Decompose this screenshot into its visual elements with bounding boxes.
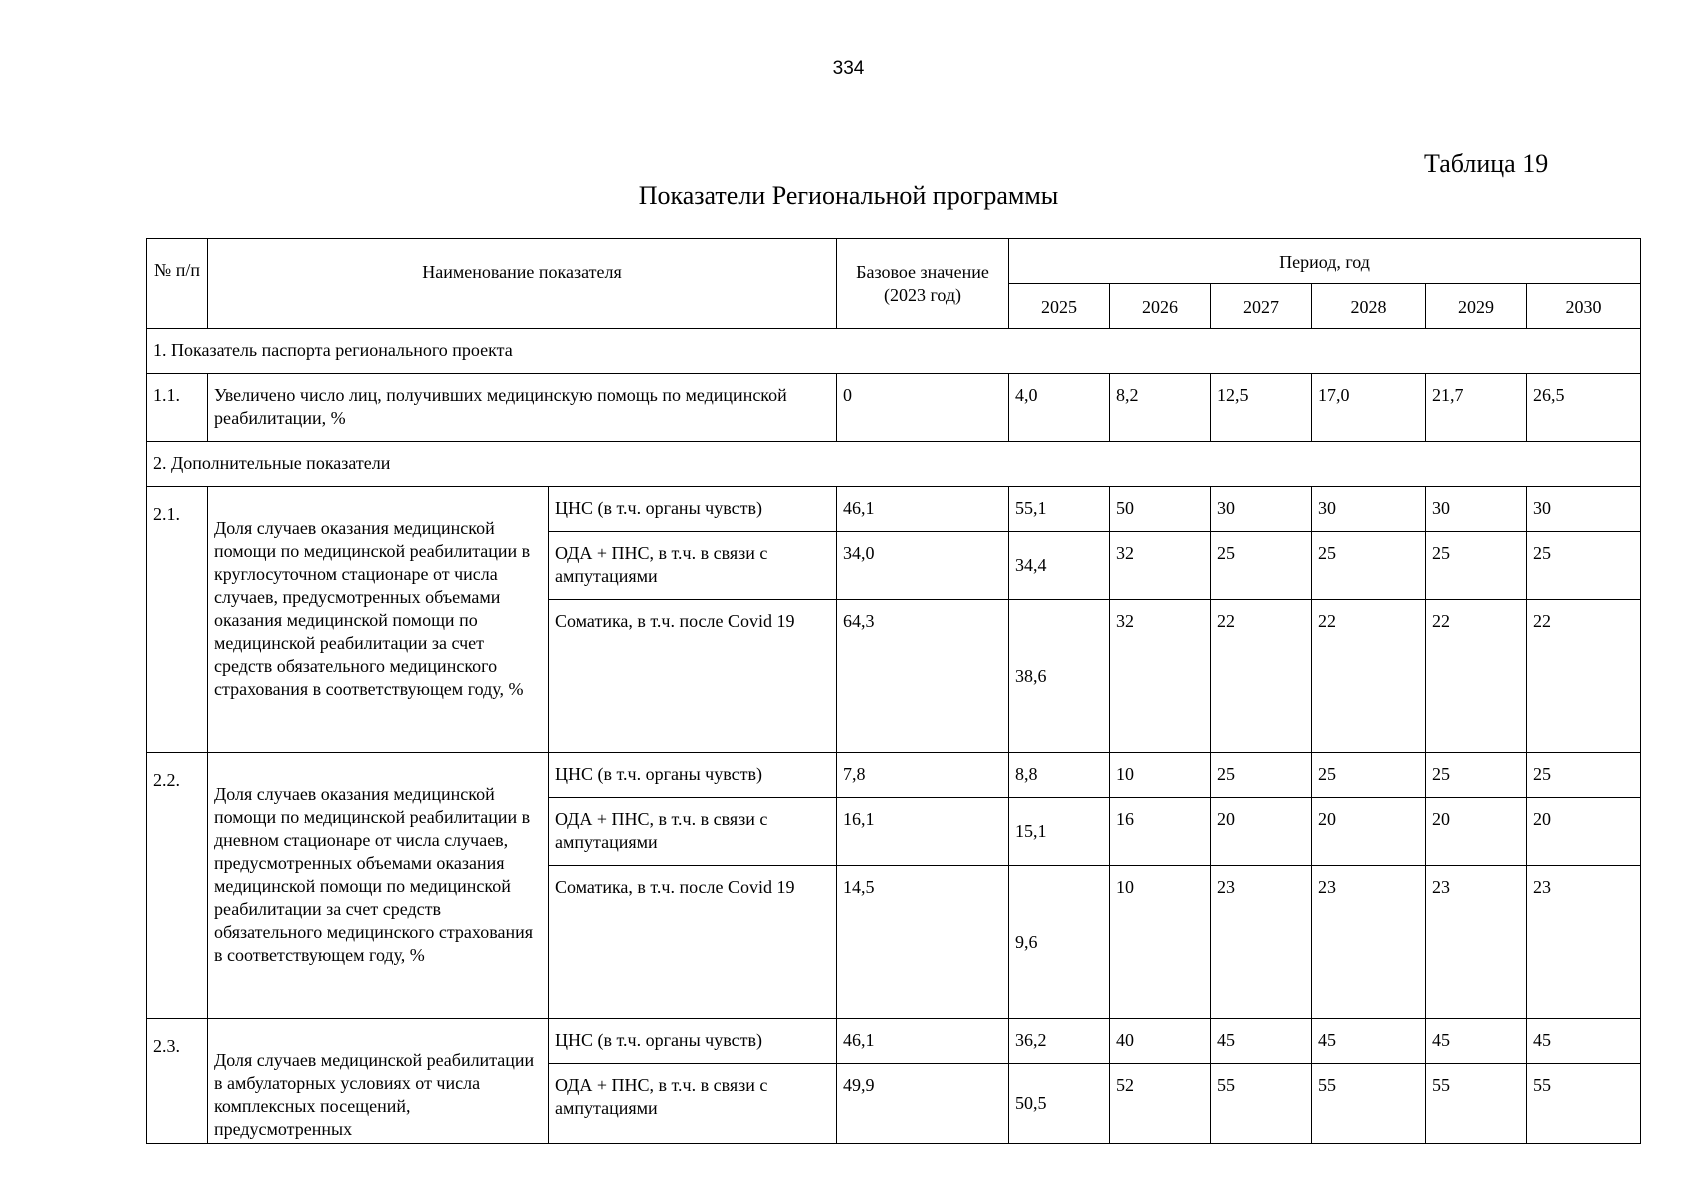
year-value: 50,5 (1009, 1064, 1110, 1144)
year-value: 4,0 (1009, 374, 1110, 442)
header-year: 2029 (1426, 284, 1527, 329)
year-value: 22 (1312, 600, 1426, 753)
base-value: 64,3 (837, 600, 1009, 753)
year-value: 25 (1211, 532, 1312, 600)
header-row (147, 239, 1641, 284)
year-value: 21,7 (1426, 374, 1527, 442)
year-value: 25 (1527, 532, 1641, 600)
year-value: 23 (1426, 866, 1527, 1019)
table-body (147, 239, 1641, 1144)
year-value: 23 (1211, 866, 1312, 1019)
sub-indicator: ЦНС (в т.ч. органы чувств) (549, 753, 837, 798)
indicators-table (146, 238, 1641, 1144)
base-value: 14,5 (837, 866, 1009, 1019)
table-row (147, 374, 1641, 442)
indicator-name: Увеличено число лиц, получивших медицинскую помощь по медицинской реабилитации, % (208, 374, 837, 442)
year-value: 25 (1426, 532, 1527, 600)
year-value: 55 (1312, 1064, 1426, 1144)
year-value: 55 (1527, 1064, 1641, 1144)
year-value: 22 (1426, 600, 1527, 753)
header-year: 2028 (1312, 284, 1426, 329)
sub-indicator: ОДА + ПНС, в т.ч. в связи с ампутациями (549, 1064, 837, 1144)
year-value: 52 (1110, 1064, 1211, 1144)
year-value: 25 (1312, 532, 1426, 600)
year-value: 22 (1527, 600, 1641, 753)
indicator-name: Доля случаев оказания медицинской помощи по медицинской реабилитации в дневном стационаре от числа случаев, предусмотренных объемами оказания медицинской помощи по медицинской реабилитации за счет средств обязательного медицинского страхования в соответствующем году, % (208, 753, 549, 1019)
sub-indicator: Соматика, в т.ч. после Covid 19 (549, 600, 837, 753)
base-value: 46,1 (837, 487, 1009, 532)
row-number: 1.1. (147, 374, 208, 442)
header-year: 2030 (1527, 284, 1641, 329)
year-value: 15,1 (1009, 798, 1110, 866)
year-value: 8,8 (1009, 753, 1110, 798)
year-value: 38,6 (1009, 600, 1110, 753)
year-value: 36,2 (1009, 1019, 1110, 1064)
header-year: 2026 (1110, 284, 1211, 329)
base-value: 34,0 (837, 532, 1009, 600)
year-value: 20 (1527, 798, 1641, 866)
year-value: 8,2 (1110, 374, 1211, 442)
year-value: 20 (1312, 798, 1426, 866)
header-period: Период, год (1009, 239, 1641, 284)
sub-indicator: ЦНС (в т.ч. органы чувств) (549, 1019, 837, 1064)
year-value: 10 (1110, 866, 1211, 1019)
year-value: 40 (1110, 1019, 1211, 1064)
base-value: 46,1 (837, 1019, 1009, 1064)
sub-indicator: ОДА + ПНС, в т.ч. в связи с ампутациями (549, 532, 837, 600)
page-number: 334 (832, 58, 865, 79)
table-row (147, 1019, 1641, 1064)
section-title: 2. Дополнительные показатели (147, 442, 1641, 487)
year-value: 25 (1527, 753, 1641, 798)
row-number: 2.3. (147, 1019, 208, 1144)
year-value: 45 (1211, 1019, 1312, 1064)
section-title: 1. Показатель паспорта регионального проекта (147, 329, 1641, 374)
year-value: 25 (1426, 753, 1527, 798)
sub-indicator: Соматика, в т.ч. после Covid 19 (549, 866, 837, 1019)
year-value: 17,0 (1312, 374, 1426, 442)
sub-indicator: ЦНС (в т.ч. органы чувств) (549, 487, 837, 532)
year-value: 20 (1426, 798, 1527, 866)
year-value: 22 (1211, 600, 1312, 753)
base-value: 49,9 (837, 1064, 1009, 1144)
year-value: 34,4 (1009, 532, 1110, 600)
header-year: 2025 (1009, 284, 1110, 329)
year-value: 45 (1426, 1019, 1527, 1064)
year-value: 30 (1527, 487, 1641, 532)
year-value: 30 (1426, 487, 1527, 532)
indicator-name: Доля случаев оказания медицинской помощи по медицинской реабилитации в круглосуточном стационаре от числа случаев, предусмотренных объемами оказания медицинской помощи по медицинской реабилитации за счет средств обязательного медицинского страхования в соответствующем году, % (208, 487, 549, 753)
sub-indicator: ОДА + ПНС, в т.ч. в связи с ампутациями (549, 798, 837, 866)
document-title: Показатели Региональной программы (638, 181, 1059, 210)
year-value: 25 (1211, 753, 1312, 798)
year-value: 45 (1527, 1019, 1641, 1064)
year-value: 25 (1312, 753, 1426, 798)
header-base: Базовое значение (2023 год) (837, 239, 1009, 329)
year-value: 55,1 (1009, 487, 1110, 532)
year-value: 55 (1426, 1064, 1527, 1144)
base-value: 0 (837, 374, 1009, 442)
year-value: 23 (1527, 866, 1641, 1019)
year-value: 12,5 (1211, 374, 1312, 442)
base-value: 16,1 (837, 798, 1009, 866)
row-number: 2.2. (147, 753, 208, 1019)
table-row (147, 487, 1641, 532)
year-value: 26,5 (1527, 374, 1641, 442)
year-value: 32 (1110, 600, 1211, 753)
year-value: 9,6 (1009, 866, 1110, 1019)
table-label: Таблица 19 (1424, 149, 1549, 178)
header-name: Наименование показателя (208, 239, 837, 329)
section-row (147, 442, 1641, 487)
year-value: 50 (1110, 487, 1211, 532)
year-value: 16 (1110, 798, 1211, 866)
year-value: 30 (1211, 487, 1312, 532)
header-num: № п/п (147, 239, 208, 329)
table-row (147, 753, 1641, 798)
year-value: 32 (1110, 532, 1211, 600)
year-value: 45 (1312, 1019, 1426, 1064)
year-value: 55 (1211, 1064, 1312, 1144)
year-value: 23 (1312, 866, 1426, 1019)
indicator-name: Доля случаев медицинской реабилитации в амбулаторных условиях от числа комплексных посещений, предусмотренных (208, 1019, 549, 1144)
year-value: 10 (1110, 753, 1211, 798)
year-value: 20 (1211, 798, 1312, 866)
year-value: 30 (1312, 487, 1426, 532)
row-number: 2.1. (147, 487, 208, 753)
header-year: 2027 (1211, 284, 1312, 329)
base-value: 7,8 (837, 753, 1009, 798)
section-row (147, 329, 1641, 374)
